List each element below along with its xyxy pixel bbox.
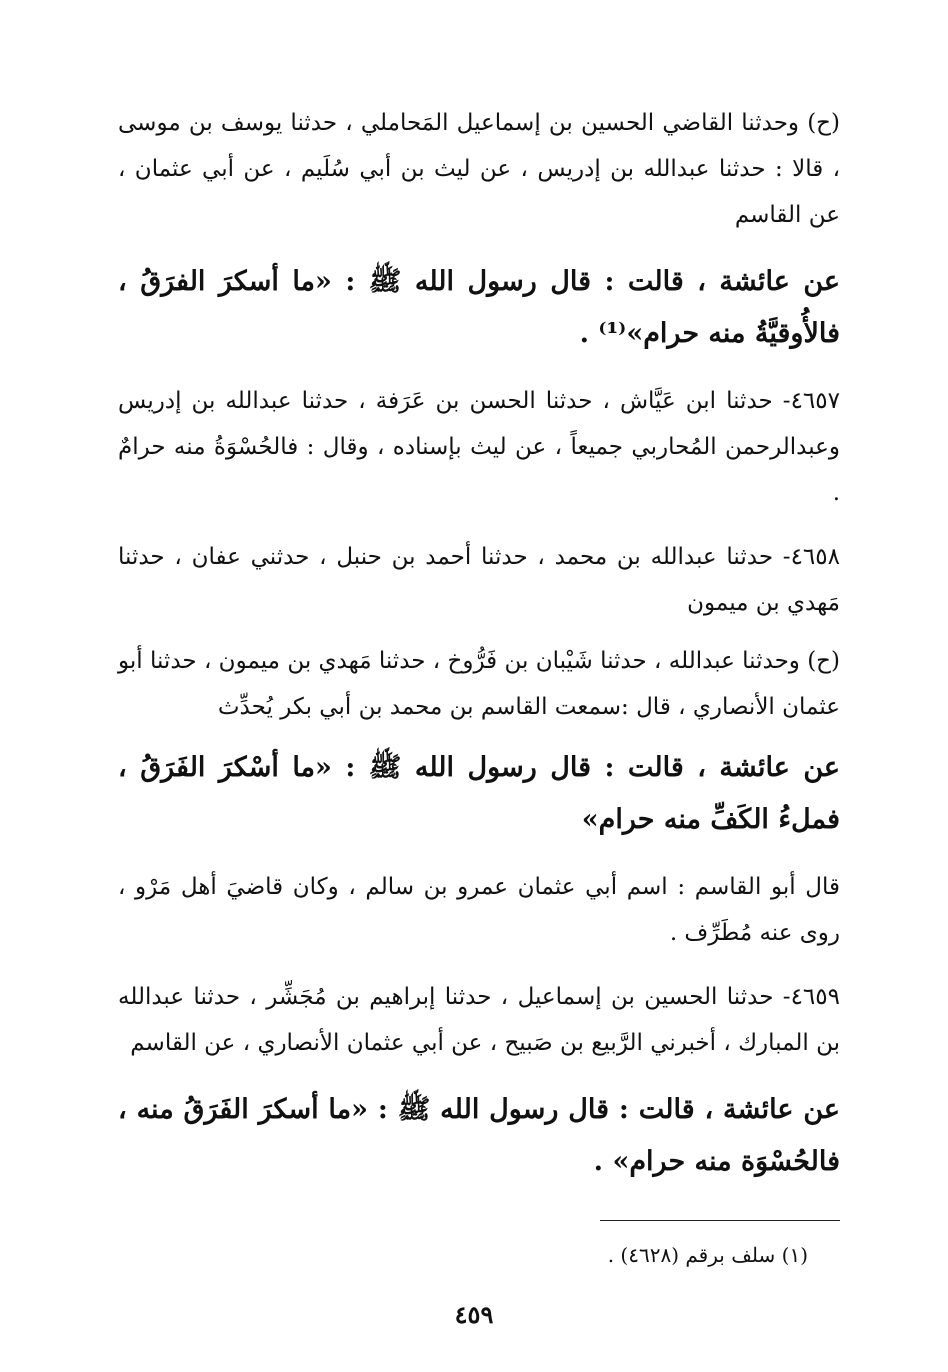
narrator-note: قال أبو القاسم : اسم أبي عثمان عمرو بن سالم ، وكان قاضيَ أهل مَرْو ، روى عنه مُطَرِّف . — [118, 874, 840, 946]
isnad-paragraph: (ح) وحدثنا عبدالله ، حدثنا شَيْبان بن فَرُّوخ ، حدثنا مَهدي بن ميمون ، حدثنا أبو عثمان الأنصاري ، قال :سمعت القاسم بن محمد بن أبي بكر يُحدِّث — [118, 648, 840, 720]
page-number: ٤٥٩ — [454, 1300, 494, 1329]
isnad-paragraph: (ح) وحدثنا القاضي الحسين بن إسماعيل المَحاملي ، حدثنا يوسف بن موسى ، قالا : حدثنا عبدالله بن إدريس ، عن ليث بن أبي سُلَيم ، عن أبي عثمان ، عن القاسم — [118, 110, 841, 228]
page-body — [118, 100, 840, 1206]
footnote: (١) سلف برقم (٤٦٢٨) . — [607, 1243, 808, 1267]
hadith-text: عن عائشة ، قالت : قال رسول الله ﷺ : «ما أسكرَ الفَرَقُ منه ، فالحُسْوَة منه حرام» . — [118, 1094, 840, 1177]
hadith-4659-chain: ٤٦٥٩- حدثنا الحسين بن إسماعيل ، حدثنا إبراهيم بن مُجَشِّر ، حدثنا عبدالله بن المبارك ، أخبرني الرَّبيع بن صَبيح ، عن أبي عثمان الأنصاري ، عن القاسم — [118, 984, 840, 1056]
hadith-text: عن عائشة ، قالت : قال رسول الله ﷺ : «ما أسْكرَ الفَرَقُ ، فملءُ الكَفِّ منه حرام» — [118, 752, 840, 835]
footnote-divider — [600, 1220, 840, 1221]
hadith-4657-chain: ٤٦٥٧- حدثنا ابن عَيَّاش ، حدثنا الحسن بن عَرَفة ، حدثنا عبدالله بن إدريس وعبدالرحمن المُحاربي جميعاً ، عن ليث بإسناده ، وقال : فالحُسْوَةُ منه حرامٌ . — [118, 388, 840, 506]
hadith-4658-chain: ٤٦٥٨- حدثنا عبدالله بن محمد ، حدثنا أحمد بن حنبل ، حدثني عفان ، حدثنا مَهدي بن ميمون — [118, 544, 840, 616]
hadith-text: عن عائشة ، قالت : قال رسول الله ﷺ : «ما أسكرَ الفرَقُ ، فالأُوقيَّةُ منه حرام»⁽¹⁾ . — [118, 266, 840, 349]
